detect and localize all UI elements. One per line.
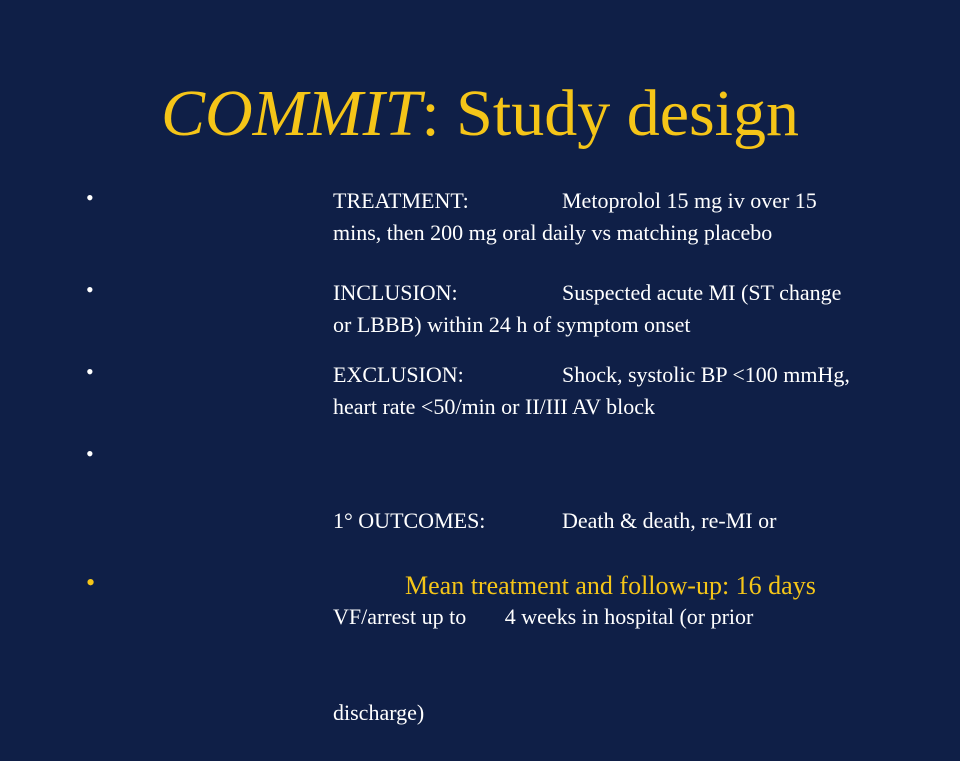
bullet-marker: • [86, 359, 94, 384]
bullet-text-line1: Metoprolol 15 mg iv over 15 [562, 188, 817, 213]
bullet-text-line1: Death & death, re-MI or [562, 508, 777, 533]
bullet-text-line2: mins, then 200 mg oral daily vs matching placebo [333, 220, 773, 245]
bullet-marker: • [86, 441, 94, 466]
bullet-text-line2: heart rate <50/min or II/III AV block [333, 394, 655, 419]
title-study-name: COMMIT [160, 77, 422, 150]
bullet-label: INCLUSION: [333, 280, 458, 305]
bullet-marker: • [86, 185, 94, 210]
slide-title [0, 72, 960, 156]
bullet-text-line1: Suspected acute MI (ST change [562, 280, 842, 305]
bullet-label: TREATMENT: [333, 188, 469, 213]
bullet-label: 1° OUTCOMES: [333, 508, 486, 533]
bullet-marker-highlight: • [86, 568, 96, 597]
title-rest: : Study design [421, 77, 800, 150]
bullet-exclusion [333, 359, 933, 423]
bullet-label: EXCLUSION: [333, 362, 464, 387]
bullet-text-line3: discharge) [333, 700, 425, 725]
bullet-text-line2: VF/arrest up to 4 weeks in hospital (or prior [333, 604, 754, 629]
bullet-marker: • [86, 277, 94, 302]
bullet-text-line2: or LBBB) within 24 h of symptom onset [333, 312, 691, 337]
bullet-mean-followup: Mean treatment and follow-up: 16 days [405, 571, 816, 600]
bullet-treatment [333, 185, 933, 249]
bullet-text-line1: Shock, systolic BP <100 mmHg, [562, 362, 850, 387]
bullet-inclusion [333, 277, 933, 341]
